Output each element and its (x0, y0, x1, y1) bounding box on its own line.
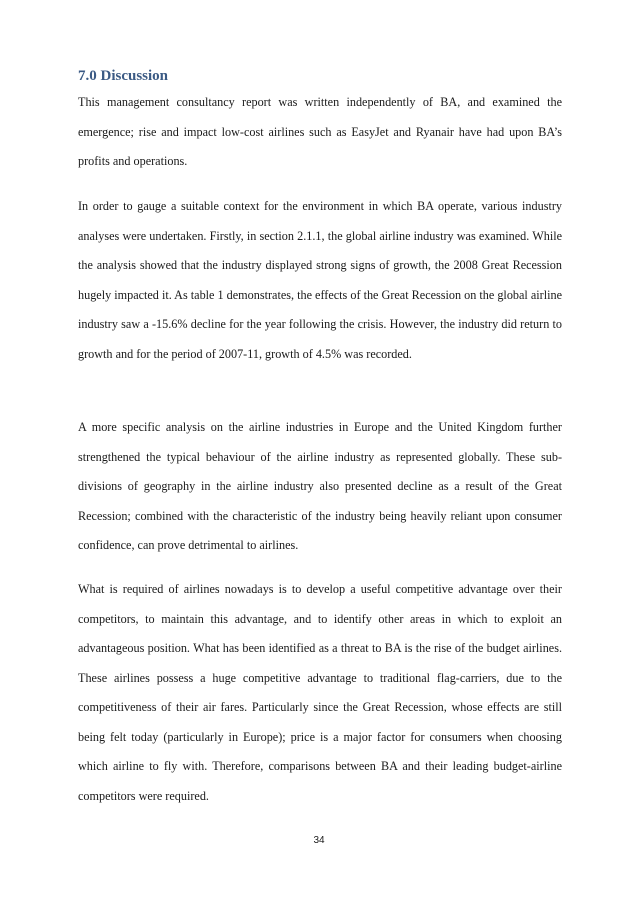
paragraph-4: What is required of airlines nowadays is to develop a useful competitive advantage over their competitors, to maintain this advantage, and to identify other areas in which to exploit an advantageous position. What has been identified as a threat to BA is the rise of the budget airlines. These airlines possess a huge competitive advantage to traditional flag-carriers, due to the competitiveness of their air fares. Particularly since the Great Recession, whose effects are still being felt today (particularly in Europe); price is a major factor for consumers when choosing which airline to fly with. Therefore, comparisons between BA and their leading budget-airline competitors were required. (78, 582, 562, 803)
paragraph-3: A more specific analysis on the airline industries in Europe and the United Kingdom further strengthened the typical behaviour of the airline industry as represented globally. These sub-divisions of geography in the airline industry also presented decline as a result of the Great Recession; combined with the characteristic of the industry being heavily reliant upon consumer confidence, can prove detrimental to airlines. (78, 420, 562, 552)
section-heading: 7.0 Discussion (78, 68, 169, 84)
paragraph-2: In order to gauge a suitable context for the environment in which BA operate, various industry analyses were undertaken. Firstly, in section 2.1.1, the global airline industry was examined. While the analysis showed that the industry displayed strong signs of growth, the 2008 Great Recession hugely impacted it. As table 1 demonstrates, the effects of the Great Recession on the global airline industry saw a -15.6% decline for the year following the crisis. However, the industry did return to growth and for the period of 2007-11, growth of 4.5% was recorded. (78, 199, 562, 361)
paragraph-1: This management consultancy report was written independently of BA, and examined the emergence; rise and impact low-cost airlines such as EasyJet and Ryanair have had upon BA’s profits and operations. (78, 95, 562, 168)
page-number: 34 (313, 835, 325, 846)
